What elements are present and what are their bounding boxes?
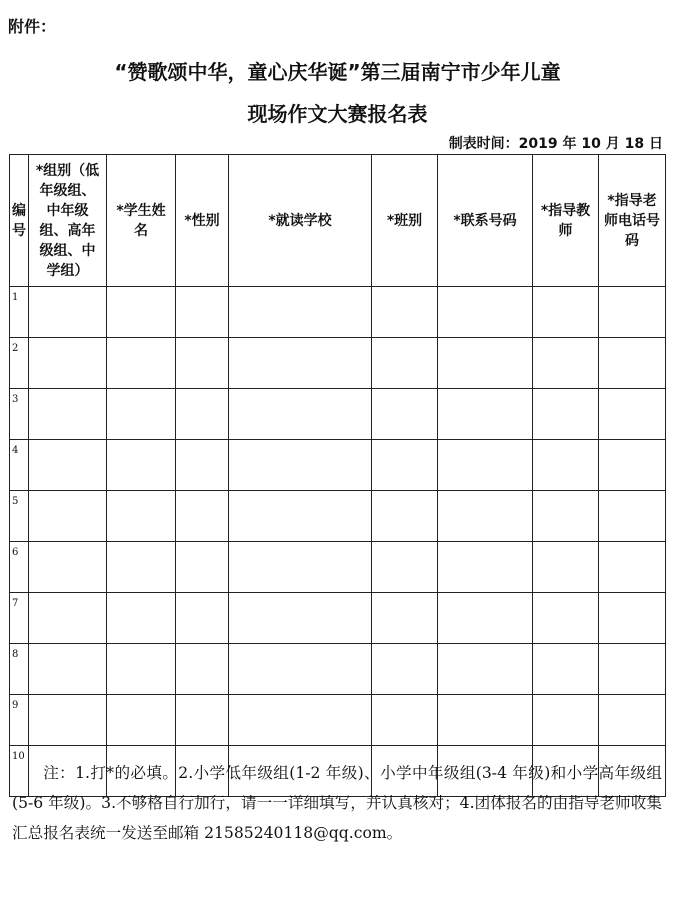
table-cell[interactable] xyxy=(599,287,666,338)
table-cell[interactable] xyxy=(107,593,176,644)
header-class: *班别 xyxy=(372,155,438,287)
table-cell[interactable] xyxy=(176,644,229,695)
form-title-line2: 现场作文大赛报名表 xyxy=(247,102,428,126)
table-cell[interactable] xyxy=(229,542,372,593)
row-number: 8 xyxy=(10,644,29,695)
table-cell[interactable] xyxy=(29,491,107,542)
table-cell[interactable] xyxy=(438,491,533,542)
table-cell[interactable] xyxy=(372,389,438,440)
table-row xyxy=(10,542,666,593)
table-row xyxy=(10,593,666,644)
table-cell[interactable] xyxy=(107,338,176,389)
header-teacher-phone: *指导老师电话号码 xyxy=(599,155,666,287)
table-cell[interactable] xyxy=(533,389,599,440)
table-cell[interactable] xyxy=(372,542,438,593)
table-cell[interactable] xyxy=(29,287,107,338)
row-number: 10 xyxy=(10,746,29,797)
table-cell[interactable] xyxy=(372,440,438,491)
table-cell[interactable] xyxy=(229,287,372,338)
row-number: 5 xyxy=(10,491,29,542)
table-cell[interactable] xyxy=(107,695,176,746)
table-row xyxy=(10,695,666,746)
form-title-line1: “赞歌颂中华，童心庆华诞”第三届南宁市少年儿童 xyxy=(114,60,561,84)
table-cell[interactable] xyxy=(533,542,599,593)
table-cell[interactable] xyxy=(599,644,666,695)
table-cell[interactable] xyxy=(438,644,533,695)
table-cell[interactable] xyxy=(438,440,533,491)
table-row xyxy=(10,440,666,491)
table-cell[interactable] xyxy=(372,491,438,542)
form-note: 注：1.打*的必填。2.小学低年级组(1-2 年级)、小学中年级组(3-4 年级)和小学高年级组(5-6 年级)。3.不够格自行加行，请一一详细填写，并认真核对；4.团体报名的由指导老师收集汇总报名表统一发送至邮箱 21585240118@qq.com。 xyxy=(12,764,662,842)
header-group: *组别（低年级组、中年级组、高年级组、中学组） xyxy=(29,155,107,287)
header-number: 编号 xyxy=(10,155,29,287)
table-row xyxy=(10,287,666,338)
table-cell[interactable] xyxy=(176,389,229,440)
table-cell[interactable] xyxy=(229,389,372,440)
table-cell[interactable] xyxy=(229,644,372,695)
header-student-name: *学生姓名 xyxy=(107,155,176,287)
table-cell[interactable] xyxy=(29,389,107,440)
table-cell[interactable] xyxy=(176,287,229,338)
table-cell[interactable] xyxy=(599,389,666,440)
table-cell[interactable] xyxy=(29,542,107,593)
table-cell[interactable] xyxy=(107,542,176,593)
table-cell[interactable] xyxy=(176,491,229,542)
table-cell[interactable] xyxy=(107,644,176,695)
table-cell[interactable] xyxy=(438,593,533,644)
row-number: 1 xyxy=(10,287,29,338)
table-cell[interactable] xyxy=(229,695,372,746)
table-cell[interactable] xyxy=(372,644,438,695)
table-cell[interactable] xyxy=(438,542,533,593)
table-cell[interactable] xyxy=(599,440,666,491)
table-cell[interactable] xyxy=(533,287,599,338)
table-cell[interactable] xyxy=(438,338,533,389)
form-date: 制表时间：2019 年 10 月 18 日 xyxy=(448,136,663,152)
table-header-row xyxy=(10,155,666,287)
table-cell[interactable] xyxy=(533,644,599,695)
header-school: *就读学校 xyxy=(229,155,372,287)
table-cell[interactable] xyxy=(107,287,176,338)
table-cell[interactable] xyxy=(29,695,107,746)
table-cell[interactable] xyxy=(438,389,533,440)
table-cell[interactable] xyxy=(372,287,438,338)
row-number: 3 xyxy=(10,389,29,440)
table-cell[interactable] xyxy=(533,491,599,542)
table-cell[interactable] xyxy=(107,491,176,542)
table-cell[interactable] xyxy=(176,542,229,593)
registration-table xyxy=(9,154,666,797)
row-number: 4 xyxy=(10,440,29,491)
table-cell[interactable] xyxy=(599,593,666,644)
table-cell[interactable] xyxy=(533,338,599,389)
table-cell[interactable] xyxy=(438,287,533,338)
table-cell[interactable] xyxy=(29,593,107,644)
table-cell[interactable] xyxy=(372,593,438,644)
table-row xyxy=(10,389,666,440)
table-cell[interactable] xyxy=(107,440,176,491)
table-cell[interactable] xyxy=(599,695,666,746)
table-row xyxy=(10,491,666,542)
table-cell[interactable] xyxy=(176,695,229,746)
row-number: 2 xyxy=(10,338,29,389)
table-cell[interactable] xyxy=(176,440,229,491)
attachment-label: 附件： xyxy=(8,17,57,36)
table-cell[interactable] xyxy=(599,338,666,389)
table-cell[interactable] xyxy=(438,695,533,746)
row-number: 6 xyxy=(10,542,29,593)
table-cell[interactable] xyxy=(533,440,599,491)
header-teacher: *指导教师 xyxy=(533,155,599,287)
table-cell[interactable] xyxy=(107,389,176,440)
table-cell[interactable] xyxy=(229,593,372,644)
table-row xyxy=(10,338,666,389)
table-cell[interactable] xyxy=(29,338,107,389)
table-cell[interactable] xyxy=(176,593,229,644)
table-row xyxy=(10,644,666,695)
table-cell[interactable] xyxy=(29,440,107,491)
table-cell[interactable] xyxy=(372,338,438,389)
table-cell[interactable] xyxy=(599,542,666,593)
table-cell[interactable] xyxy=(372,695,438,746)
table-cell[interactable] xyxy=(599,491,666,542)
table-cell[interactable] xyxy=(533,695,599,746)
table-cell[interactable] xyxy=(229,338,372,389)
table-cell[interactable] xyxy=(229,440,372,491)
row-number: 9 xyxy=(10,695,29,746)
header-phone: *联系号码 xyxy=(438,155,533,287)
table-cell[interactable] xyxy=(533,593,599,644)
row-number: 7 xyxy=(10,593,29,644)
table-cell[interactable] xyxy=(229,491,372,542)
table-cell[interactable] xyxy=(176,338,229,389)
table-cell[interactable] xyxy=(29,644,107,695)
header-gender: *性别 xyxy=(176,155,229,287)
